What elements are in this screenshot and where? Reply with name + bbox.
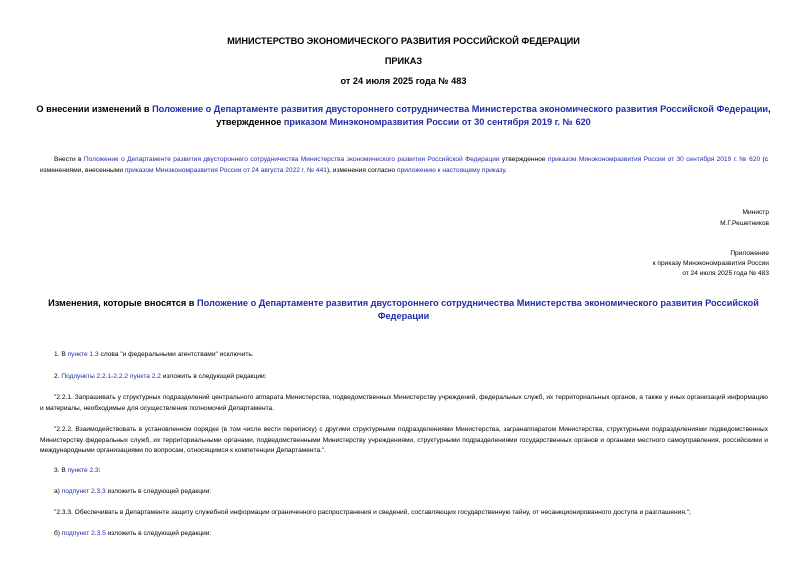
changes-title-line2 [0,311,807,321]
order-title-line2 [0,117,807,127]
title-comma: , [768,104,771,114]
title-prefix: О внесении изменений в [36,104,150,114]
title-link-regulation[interactable]: Положение о Департаменте развития двустороннего сотрудничества Министерства экономического развития Российской Федерации [152,104,769,114]
changes-title-link-cont[interactable]: Федерации [377,311,430,321]
signature-position: Министр [742,209,769,216]
changes-title-link[interactable]: Положение о Департаменте развития двустороннего сотрудничества Министерства экономического развития Российской [197,298,759,308]
item-2 [54,372,267,383]
item-2-text-b: изложить в следующей редакции: [162,373,267,380]
intro-text-4: ), изменения согласно [326,166,396,174]
item-3-link[interactable]: пункте 2.3 [67,467,99,474]
item-2-link[interactable]: Подпункты 2.2.1-2.2.2 пункта 2.2 [61,373,161,380]
intro-text-5: . [505,166,507,174]
intro-text-1: Внести в [54,156,82,163]
item-1 [54,350,254,361]
ministry-heading: МИНИСТЕРСТВО ЭКОНОМИЧЕСКОГО РАЗВИТИЯ РОССИЙСКОЙ ФЕДЕРАЦИИ [227,36,580,46]
appendix-line2: к приказу Минэкономразвития России [652,260,769,267]
intro-link-order-2019[interactable]: приказом Минэкономразвития России от 30 сентября 2019 г. № 620 [547,156,761,163]
item-1-link[interactable]: пункте 1.3 [67,351,99,358]
intro-link-appendix[interactable]: приложению к настоящему приказу [397,166,506,174]
intro-paragraph [40,155,768,176]
item-1-text-a: 1. В [54,351,66,358]
order-title-line1 [0,104,807,114]
changes-title-prefix: Изменения, которые вносятся в [48,298,195,308]
intro-text-3: (с изменениями, внесенными [40,156,769,174]
appendix-line3: от 24 июля 2025 года № 483 [682,270,769,277]
intro-link-regulation[interactable]: Положение о Департаменте развития двустороннего сотрудничества Министерства экономического развития Российской Федерации [83,156,500,163]
item-3-text-a: 3. В [54,467,66,474]
item-3-b [54,529,211,540]
title-line2-prefix: утвержденное [216,117,282,127]
intro-link-order-2022[interactable]: приказом Минэкономразвития России от 24 августа 2022 г. № 441 [124,166,327,174]
item-3-b-text-a: б) [54,530,60,537]
item-3 [54,466,101,477]
signature-name: М.Г.Решетников [720,220,769,227]
intro-text-2: утвержденное [501,156,546,163]
order-date-number: от 24 июля 2025 года № 483 [340,76,467,86]
quote-2-3-3: "2.3.3. Обеспечивать в Департаменте защиту служебной информации ограниченного распространения и сведений, составляющих государственную тайну, от несанкционированного доступа и разглашения."; [54,509,691,516]
quote-2-2-1: "2.2.1. Запрашивать у структурных подразделений центрального аппарата Министерства, подведомственных Министерству учреждений, федеральных служб, их территориальных органов, а также у иных организаций информацию и материалы, необходимые для осуществления полномочий Департамента. [40,394,768,412]
item-3-a-link[interactable]: подпункт 2.3.3 [61,488,106,495]
changes-title-line1 [0,298,807,308]
title-link-order[interactable]: приказом Минэкономразвития России от 30 сентября 2019 г. № 620 [283,117,591,127]
item-3-a [54,487,211,498]
document-type: ПРИКАЗ [384,56,423,66]
quote-2-2-2: "2.2.2. Взаимодействовать в установленном порядке (в том числе вести переписку) с другими структурными подразделениями Министерства, загранаппаратом Министерства, структурными подразделениями подведомственных Министерству федеральных служб, их территориальными органами, подведомственными Министерству учреждениями, структурными подразделениями государственных органов и органами местного самоуправления, российскими и международными организациями по вопросам, относящимся к компетенции Департамента.". [40,426,768,454]
item-3-b-text-b: изложить в следующей редакции: [107,530,212,537]
appendix-line1: Приложение [730,250,769,257]
item-3-a-text-b: изложить в следующей редакции: [107,488,212,495]
item-1-text-b: слова "и федеральными агентствами" исключить. [100,351,254,358]
item-2-text-a: 2. [54,373,60,380]
item-3-b-link[interactable]: подпункт 2.3.5 [61,530,106,537]
item-3-a-text-a: а) [54,488,60,495]
item-3-text-b: : [98,467,101,474]
